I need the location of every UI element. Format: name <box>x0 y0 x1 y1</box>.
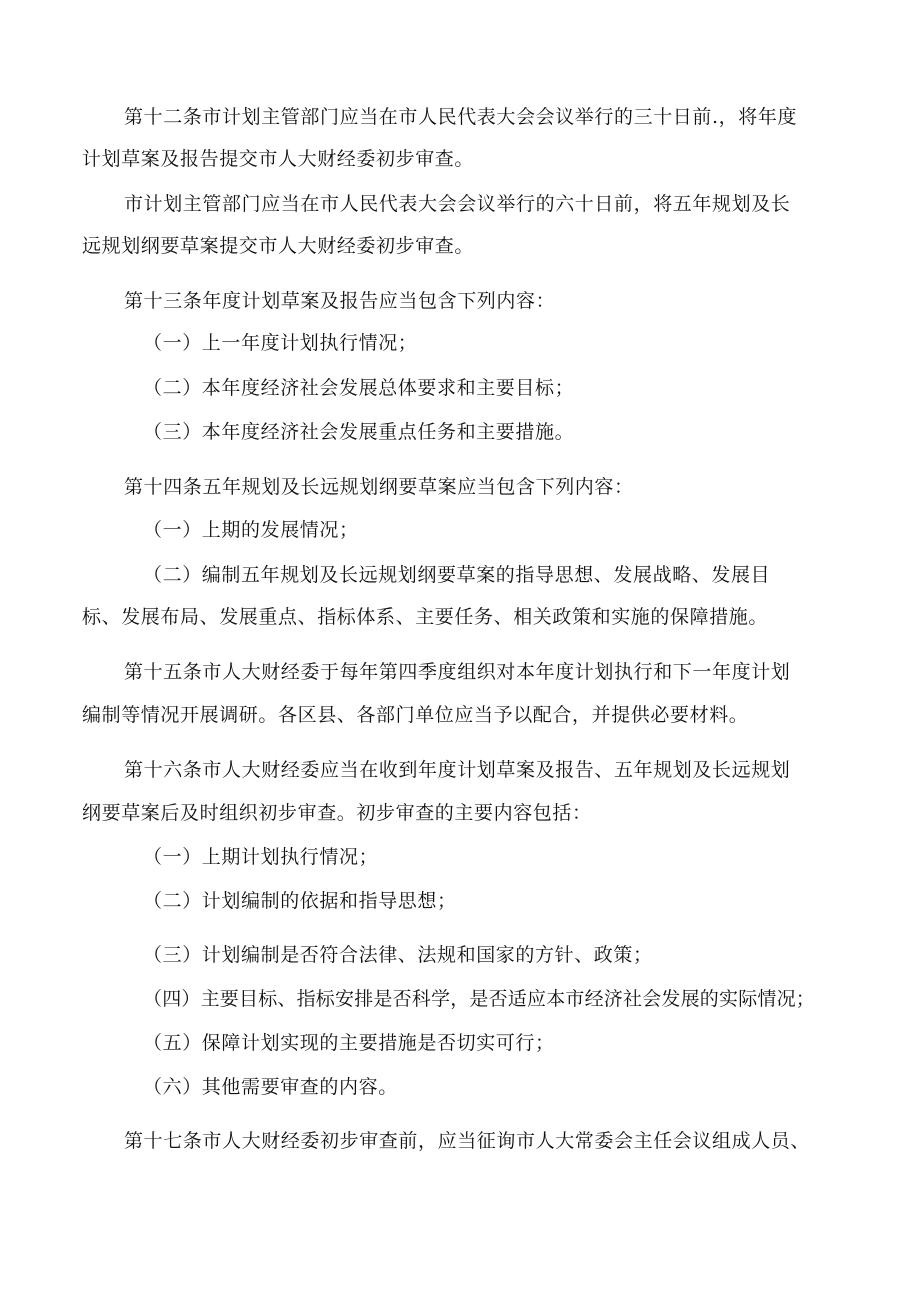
list-item: （二）计划编制的依据和指导思想； <box>143 890 457 912</box>
list-item: （一）上期的发展情况； <box>143 519 359 541</box>
text-line: 标、发展布局、发展重点、指标体系、主要任务、相关政策和实施的保障措施。 <box>82 606 769 628</box>
text-line: 第十六条市人大财经委应当在收到年度计划草案及报告、五年规划及长远规划 <box>124 759 791 781</box>
text-line: 第十五条市人大财经委于每年第四季度组织对本年度计划执行和下一年度计划 <box>124 661 791 683</box>
text-line: 第十七条市人大财经委初步审查前，应当征询市人大常委会主任会议组成人员、 <box>124 1130 811 1152</box>
text-line: 第十二条市计划主管部门应当在市人民代表大会会议举行的三十日前.，将年度 <box>124 106 798 128</box>
text-line: 远规划纲要草案提交市人大财经委初步审查。 <box>82 235 475 257</box>
text-line: 第十三条年度计划草案及报告应当包含下列内容： <box>124 290 556 312</box>
text-line: 市计划主管部门应当在市人民代表大会会议举行的六十日前，将五年规划及长 <box>124 193 791 215</box>
text-line: 纲要草案后及时组织初步审查。初步审查的主要内容包括： <box>82 802 592 824</box>
list-item: （二）编制五年规划及长远规划纲要草案的指导思想、发展战略、发展目 <box>143 564 771 586</box>
list-item: （四）主要目标、指标安排是否科学，是否适应本市经济社会发展的实际情况； <box>143 988 816 1010</box>
list-item: （一）上期计划执行情况； <box>143 846 379 868</box>
text-line: 第十四条五年规划及长远规划纲要草案应当包含下列内容： <box>124 476 634 498</box>
list-item: （一）上一年度计划执行情况； <box>143 332 418 354</box>
text-line: 编制等情况开展调研。各区县、各部门单位应当予以配合，并提供必要材料。 <box>82 704 749 726</box>
text-line: 计划草案及报告提交市人大财经委初步审查。 <box>82 148 475 170</box>
list-item: （三）本年度经济社会发展重点任务和主要措施。 <box>143 421 575 443</box>
list-item: （三）计划编制是否符合法律、法规和国家的方针、政策； <box>143 944 653 966</box>
list-item: （五）保障计划实现的主要措施是否切实可行； <box>143 1032 555 1054</box>
list-item: （二）本年度经济社会发展总体要求和主要目标； <box>143 377 575 399</box>
list-item: （六）其他需要审查的内容。 <box>143 1076 398 1098</box>
